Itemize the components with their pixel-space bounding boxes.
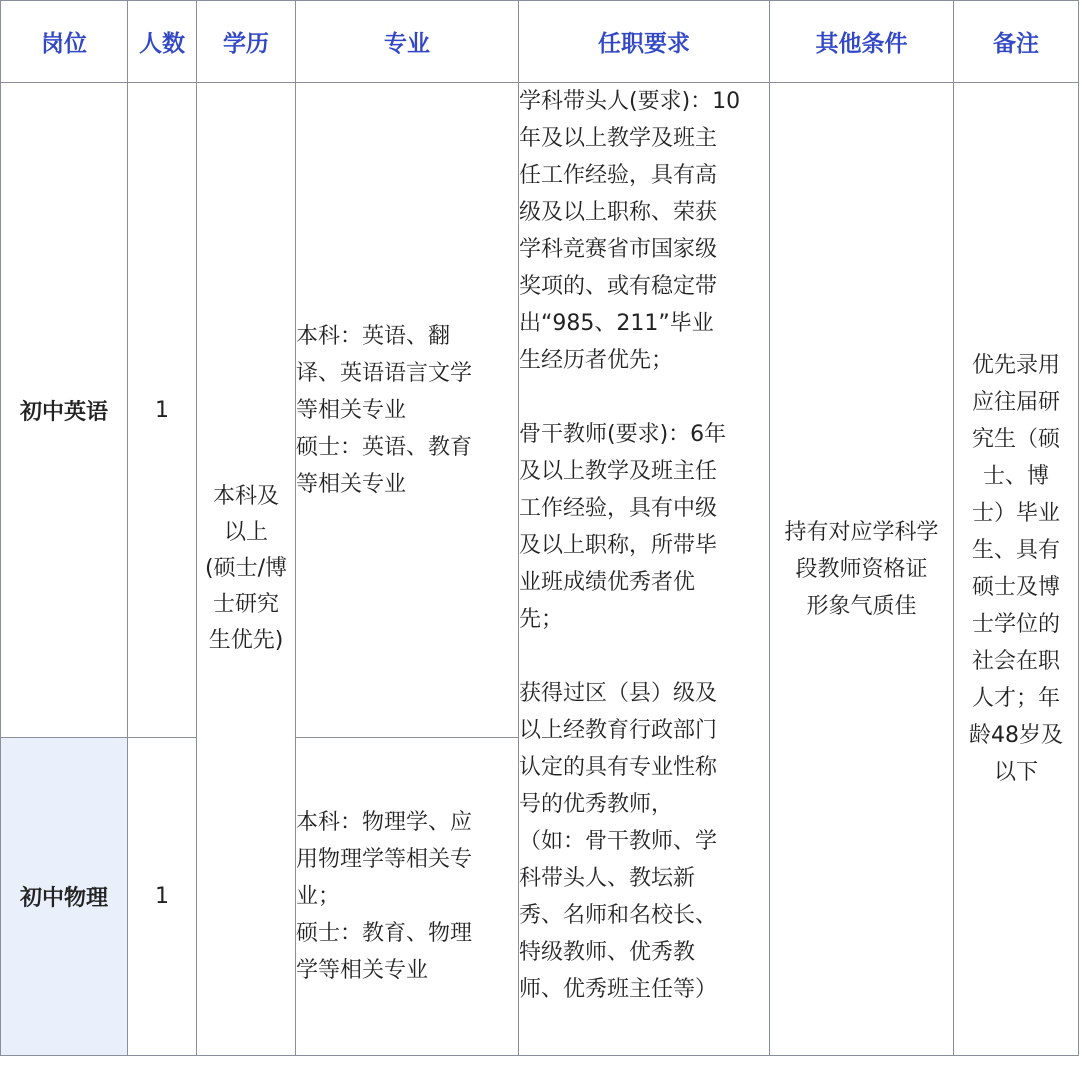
- table-row: [1, 83, 1079, 738]
- header-note: 备注: [954, 1, 1079, 83]
- education-text: 本科及 以上 (硕士/博 士研究 生优先): [205, 484, 287, 653]
- header-count: 人数: [128, 1, 197, 83]
- header-requirements: 任职要求: [519, 1, 770, 83]
- header-education: 学历: [197, 1, 296, 83]
- header-other: 其他条件: [770, 1, 954, 83]
- header-post: 岗位: [1, 1, 128, 83]
- count-cell: 1: [128, 738, 197, 1056]
- major-cell: 本科：物理学、应 用物理学等相关专 业； 硕士：教育、物理 学等相关专业: [296, 738, 519, 1056]
- header-major: 专业: [296, 1, 519, 83]
- post-cell: 初中物理: [1, 738, 128, 1056]
- other-conditions-cell: 持有对应学科学 段教师资格证 形象气质佳: [770, 83, 954, 1056]
- education-cell: [197, 83, 296, 1056]
- requirements-cell: 学科带头人(要求)：10 年及以上教学及班主 任工作经验，具有高 级及以上职称、荣获 学科竞赛省市国家级 奖项的、或有稳定带 出“985、211”毕业 生经历者优先； 骨干教师(要求)：6年 及以上教学及班主任 工作经验，具有中级 及以上职称，所带毕 业班成绩优秀者优 先； 获得过区（县）级及 以上经教育行政部门 认定的具有专业性称 号的优秀教师， （如：骨干教师、学 科带头人、教坛新 秀、名师和名校长、 特级教师、优秀教 师、优秀班主任等）: [519, 83, 770, 1056]
- header-row: [1, 1, 1079, 83]
- count-cell: 1: [128, 83, 197, 738]
- note-cell: 优先录用 应往届研 究生（硕 士、博 士）毕业 生、具有 硕士及博 士学位的 社会在职 人才；年 龄48岁及 以下: [954, 83, 1079, 1056]
- post-cell: 初中英语: [1, 83, 128, 738]
- major-cell: 本科：英语、翻 译、英语语言文学 等相关专业 硕士：英语、教育 等相关专业: [296, 83, 519, 738]
